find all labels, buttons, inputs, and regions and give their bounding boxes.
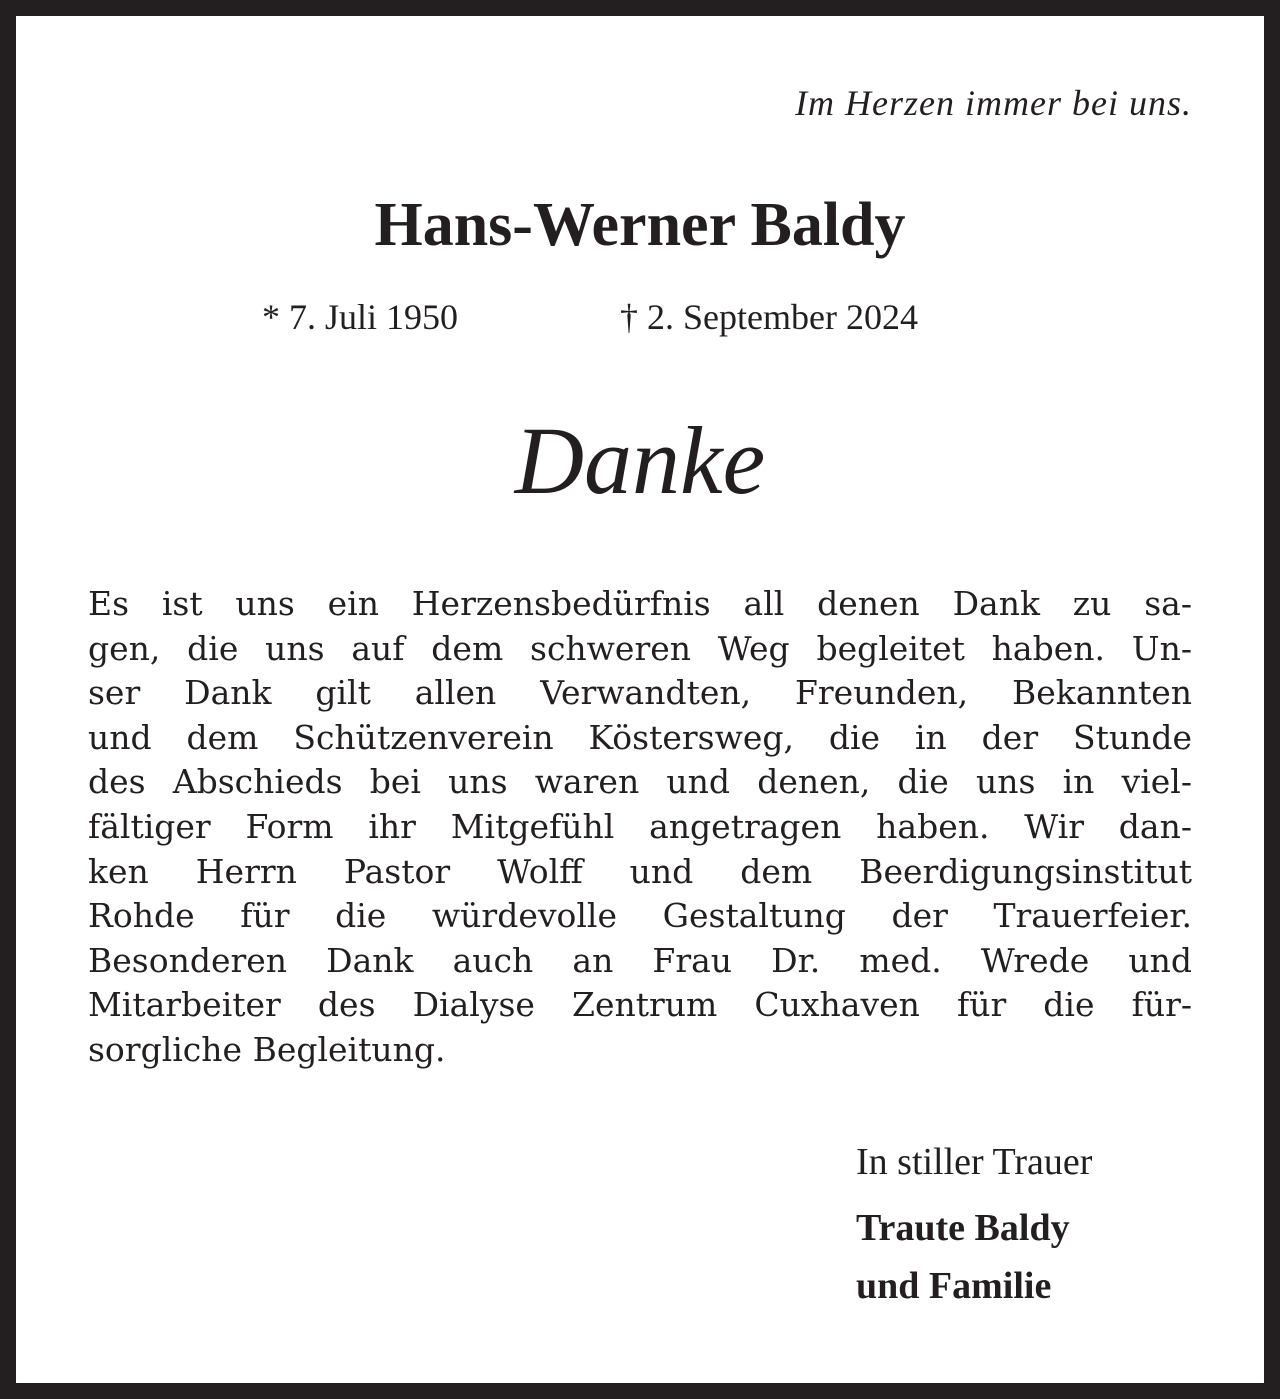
- signatory: und Familie: [856, 1265, 1052, 1307]
- body-line: ken Herrn Pastor Wolff und dem Beerdigungsinstitut: [88, 851, 1192, 891]
- body-line: des Abschieds bei uns waren und denen, die uns in viel-: [88, 762, 1192, 802]
- heading-danke: Danke: [514, 407, 766, 514]
- closing-phrase: In stiller Trauer: [856, 1141, 1093, 1183]
- body-line: sorgliche Begleitung.: [88, 1029, 446, 1069]
- death-date: † 2. September 2024: [620, 297, 918, 337]
- birth-date: * 7. Juli 1950: [262, 297, 459, 337]
- body-line: gen, die uns auf dem schweren Weg begleitet haben. Un-: [88, 628, 1192, 668]
- body-line: fältiger Form ihr Mitgefühl angetragen haben. Wir dan-: [88, 806, 1192, 846]
- signatory: Traute Baldy: [856, 1207, 1070, 1249]
- body-line: Rohde für die würdevolle Gestaltung der Trauerfeier.: [88, 896, 1192, 936]
- body-line: und dem Schützenverein Köstersweg, die in der Stunde: [88, 717, 1192, 757]
- motto: Im Herzen immer bei uns.: [795, 83, 1192, 123]
- body-line: Mitarbeiter des Dialyse Zentrum Cuxhaven für die für-: [88, 985, 1192, 1025]
- body-line: Besonderen Dank auch an Frau Dr. med. Wrede und: [88, 940, 1192, 980]
- body-line: ser Dank gilt allen Verwandten, Freunden, Bekannten: [88, 673, 1192, 713]
- body-line: Es ist uns ein Herzensbedürfnis all denen Dank zu sa-: [88, 584, 1192, 623]
- body-text: [88, 582, 1192, 1073]
- deceased-name: Hans-Werner Baldy: [374, 191, 906, 259]
